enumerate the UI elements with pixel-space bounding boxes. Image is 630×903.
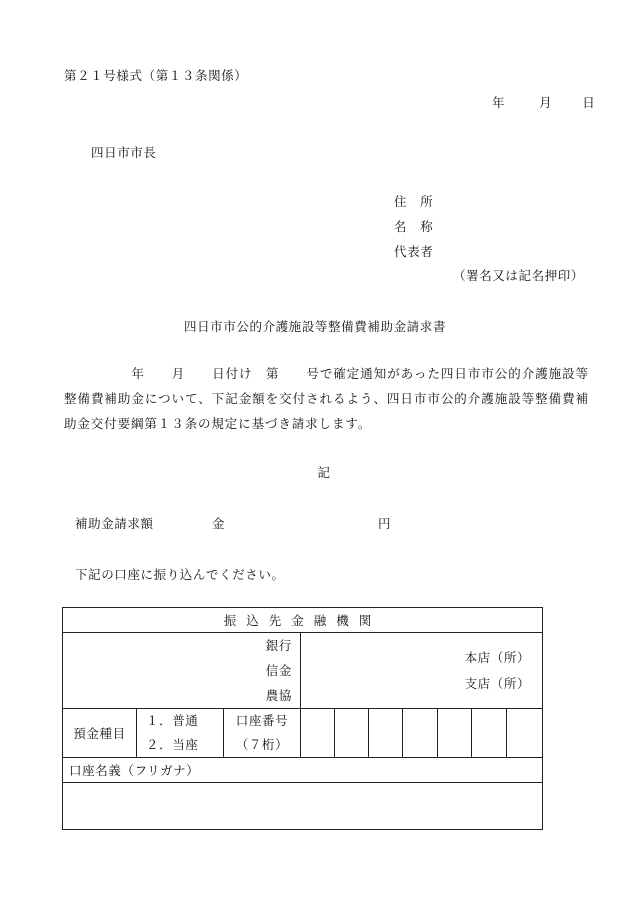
account-holder-label: 口座名義（フリガナ） bbox=[63, 758, 543, 783]
body-text: 年 月 日付け 第 号で確定通知があった四日市市公的介護施設等整備費補助金について、下記金額を交付されるよう、四日市市公的介護施設等整備費補助金交付要綱第１３条の規定に基づき請求します。 bbox=[64, 366, 589, 431]
bank-table-header: 振込先金融機関 bbox=[63, 608, 543, 633]
yen-label: 円 bbox=[378, 516, 392, 531]
deposit-type-current: ２．当座 bbox=[146, 737, 199, 752]
name-label: 名 称 bbox=[394, 219, 434, 234]
date-year: 年 bbox=[492, 95, 506, 110]
account-digit-box[interactable] bbox=[438, 709, 472, 758]
account-digit-box[interactable] bbox=[369, 709, 403, 758]
institution-type-bank: 銀行 bbox=[265, 638, 292, 653]
branch-type-branch: 支店（所） bbox=[464, 675, 531, 691]
transfer-note: 下記の口座に振り込んでください。 bbox=[75, 567, 285, 582]
deposit-type-ordinary: １．普通 bbox=[146, 713, 199, 728]
recipient: 四日市市長 bbox=[91, 145, 157, 160]
institution-type-nokyo: 農協 bbox=[265, 688, 292, 703]
account-number-label-cell bbox=[224, 709, 301, 758]
branch-type-cell[interactable] bbox=[301, 633, 543, 709]
institution-type-shinkin: 信金 bbox=[265, 663, 292, 678]
ki-heading: 記 bbox=[317, 465, 331, 480]
institution-type-cell bbox=[63, 633, 301, 709]
account-digit-box[interactable] bbox=[507, 709, 543, 758]
kin-label: 金 bbox=[212, 516, 226, 531]
account-digit-box[interactable] bbox=[472, 709, 507, 758]
date-month: 月 bbox=[539, 95, 553, 110]
account-digit-box[interactable] bbox=[403, 709, 438, 758]
deposit-type-label: 預金種目 bbox=[63, 709, 137, 758]
account-number-digits: （７桁） bbox=[235, 737, 289, 752]
claim-label: 補助金請求額 bbox=[75, 516, 154, 531]
account-number-label: 口座番号 bbox=[235, 713, 289, 728]
deposit-type-options[interactable] bbox=[137, 709, 224, 758]
signature-note: （署名又は記名押印） bbox=[453, 268, 585, 283]
account-digit-box[interactable] bbox=[335, 709, 369, 758]
date-day: 日 bbox=[582, 95, 596, 110]
branch-type-head: 本店（所） bbox=[464, 649, 531, 665]
document-title: 四日市市公的介護施設等整備費補助金請求書 bbox=[183, 319, 446, 334]
bank-transfer-table bbox=[62, 607, 543, 830]
date-line bbox=[492, 93, 595, 111]
account-holder-field[interactable] bbox=[63, 783, 543, 830]
form-number: 第２１号様式（第１３条関係） bbox=[64, 68, 248, 83]
account-digit-box[interactable] bbox=[301, 709, 335, 758]
address-label: 住 所 bbox=[394, 194, 434, 209]
claim-amount-line bbox=[75, 514, 392, 532]
representative-label: 代表者 bbox=[394, 244, 434, 259]
